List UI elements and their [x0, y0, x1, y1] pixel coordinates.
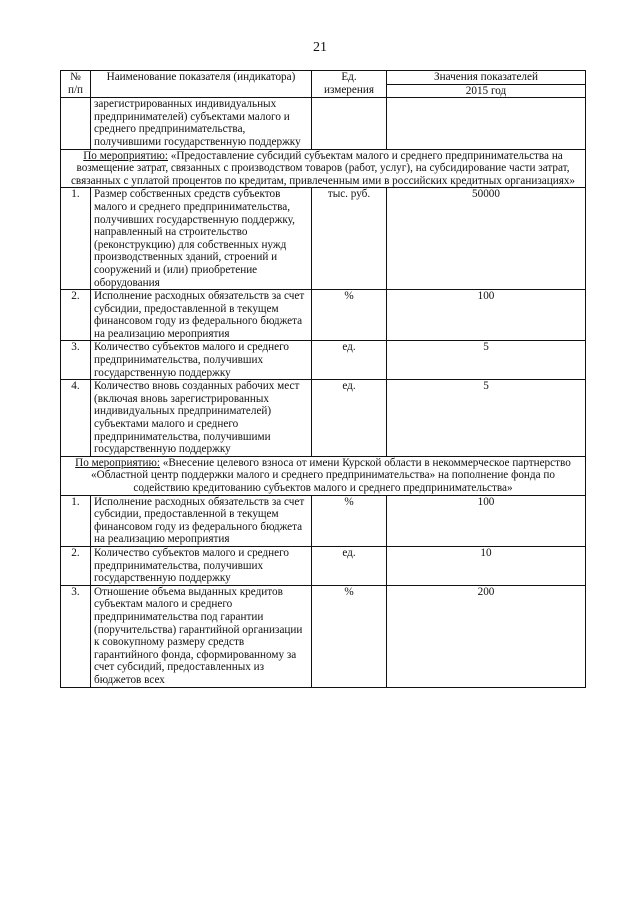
continuation-row [61, 98, 586, 149]
row-unit: % [312, 585, 387, 687]
table-row [61, 188, 586, 290]
row-value: 5 [387, 380, 586, 457]
row-name: Отношение объема выданных кредитов субъектам малого и среднего предпринимательства под гарантии (поручительства) гарантийной организации к совокупному размеру средств гарантийного фонда, сформированному за счет субсидий, предоставленных из бюджетов всех [91, 585, 312, 687]
row-num: 4. [61, 380, 91, 457]
row-name: Количество субъектов малого и среднего предпринимательства, получивших государственную поддержку [91, 546, 312, 585]
section-prefix: По мероприятию: [75, 456, 160, 469]
table-row [61, 290, 586, 341]
row-unit: ед. [312, 341, 387, 380]
section-header-row [61, 456, 586, 495]
header-row-1 [61, 71, 586, 85]
section-title [61, 456, 586, 495]
header-values-title: Значения показателей [387, 71, 586, 85]
section-text: «Внесение целевого взноса от имени Курской области в некоммерческое партнерство «Областной центр поддержки малого и среднего предпринимательства» на пополнение фонда по содействию кредитованию субъектов малого и среднего предпринимательства» [91, 456, 571, 494]
row-value: 5 [387, 341, 586, 380]
row-num: 2. [61, 290, 91, 341]
header-unit [312, 71, 387, 98]
row-value: 100 [387, 290, 586, 341]
header-unit-line2: измерения [324, 83, 374, 96]
row-unit: тыс. руб. [312, 188, 387, 290]
section-title [61, 149, 586, 188]
header-num-line2: п/п [67, 83, 84, 96]
page-number: 21 [313, 40, 327, 55]
row-num: 3. [61, 341, 91, 380]
row-name: Размер собственных средств субъектов малого и среднего предпринимательства, получивших государственную поддержку, направленный на строительство (реконструкцию) для собственных нужд производственных зданий, строений и сооружений и (или) приобретение оборудования [91, 188, 312, 290]
header-num [61, 71, 91, 98]
row-value: 100 [387, 495, 586, 546]
row-name: Исполнение расходных обязательств за счет субсидии, предоставленной в текущем финансовом году из федерального бюджета на реализацию мероприятия [91, 290, 312, 341]
row-unit: % [312, 495, 387, 546]
row-unit: % [312, 290, 387, 341]
row-name: Исполнение расходных обязательств за счет субсидии, предоставленной в текущем финансовом году из федерального бюджета на реализацию мероприятия [91, 495, 312, 546]
section-text: «Предоставление субсидий субъектам малого и среднего предпринимательства на возмещение затрат, связанных с производством товаров (работ, услуг), на субсидирование части затрат, связанных с уплатой процентов по кредитам, привлеченным ими в российских кредитных организациях» [70, 149, 576, 187]
row-unit: ед. [312, 380, 387, 457]
indicators-table [60, 70, 586, 688]
row-num: 1. [61, 495, 91, 546]
table-row [61, 546, 586, 585]
table-row [61, 341, 586, 380]
header-name: Наименование показателя (индикатора) [91, 71, 312, 98]
header-num-line1: № [70, 71, 81, 83]
table-row [61, 585, 586, 687]
continuation-unit [312, 98, 387, 149]
row-unit: ед. [312, 546, 387, 585]
row-num: 1. [61, 188, 91, 290]
row-num: 3. [61, 585, 91, 687]
row-value: 200 [387, 585, 586, 687]
header-year: 2015 год [387, 84, 586, 98]
continuation-num [61, 98, 91, 149]
row-value: 50000 [387, 188, 586, 290]
sections-body [61, 149, 586, 687]
section-header-row [61, 149, 586, 188]
continuation-name: зарегистрированных индивидуальных предпринимателей) субъектами малого и среднего предпринимательства, получившими государственную поддержку [91, 98, 312, 149]
section-prefix: По мероприятию: [83, 149, 168, 162]
continuation-value [387, 98, 586, 149]
row-name: Количество субъектов малого и среднего предпринимательства, получивших государственную поддержку [91, 341, 312, 380]
header-unit-line1: Ед. [341, 71, 357, 83]
row-num: 2. [61, 546, 91, 585]
row-value: 10 [387, 546, 586, 585]
table-row [61, 380, 586, 457]
table-row [61, 495, 586, 546]
row-name: Количество вновь созданных рабочих мест (включая вновь зарегистрированных индивидуальных предпринимателей) субъектами малого и среднего предпринимательства, получившими государственную поддержку [91, 380, 312, 457]
